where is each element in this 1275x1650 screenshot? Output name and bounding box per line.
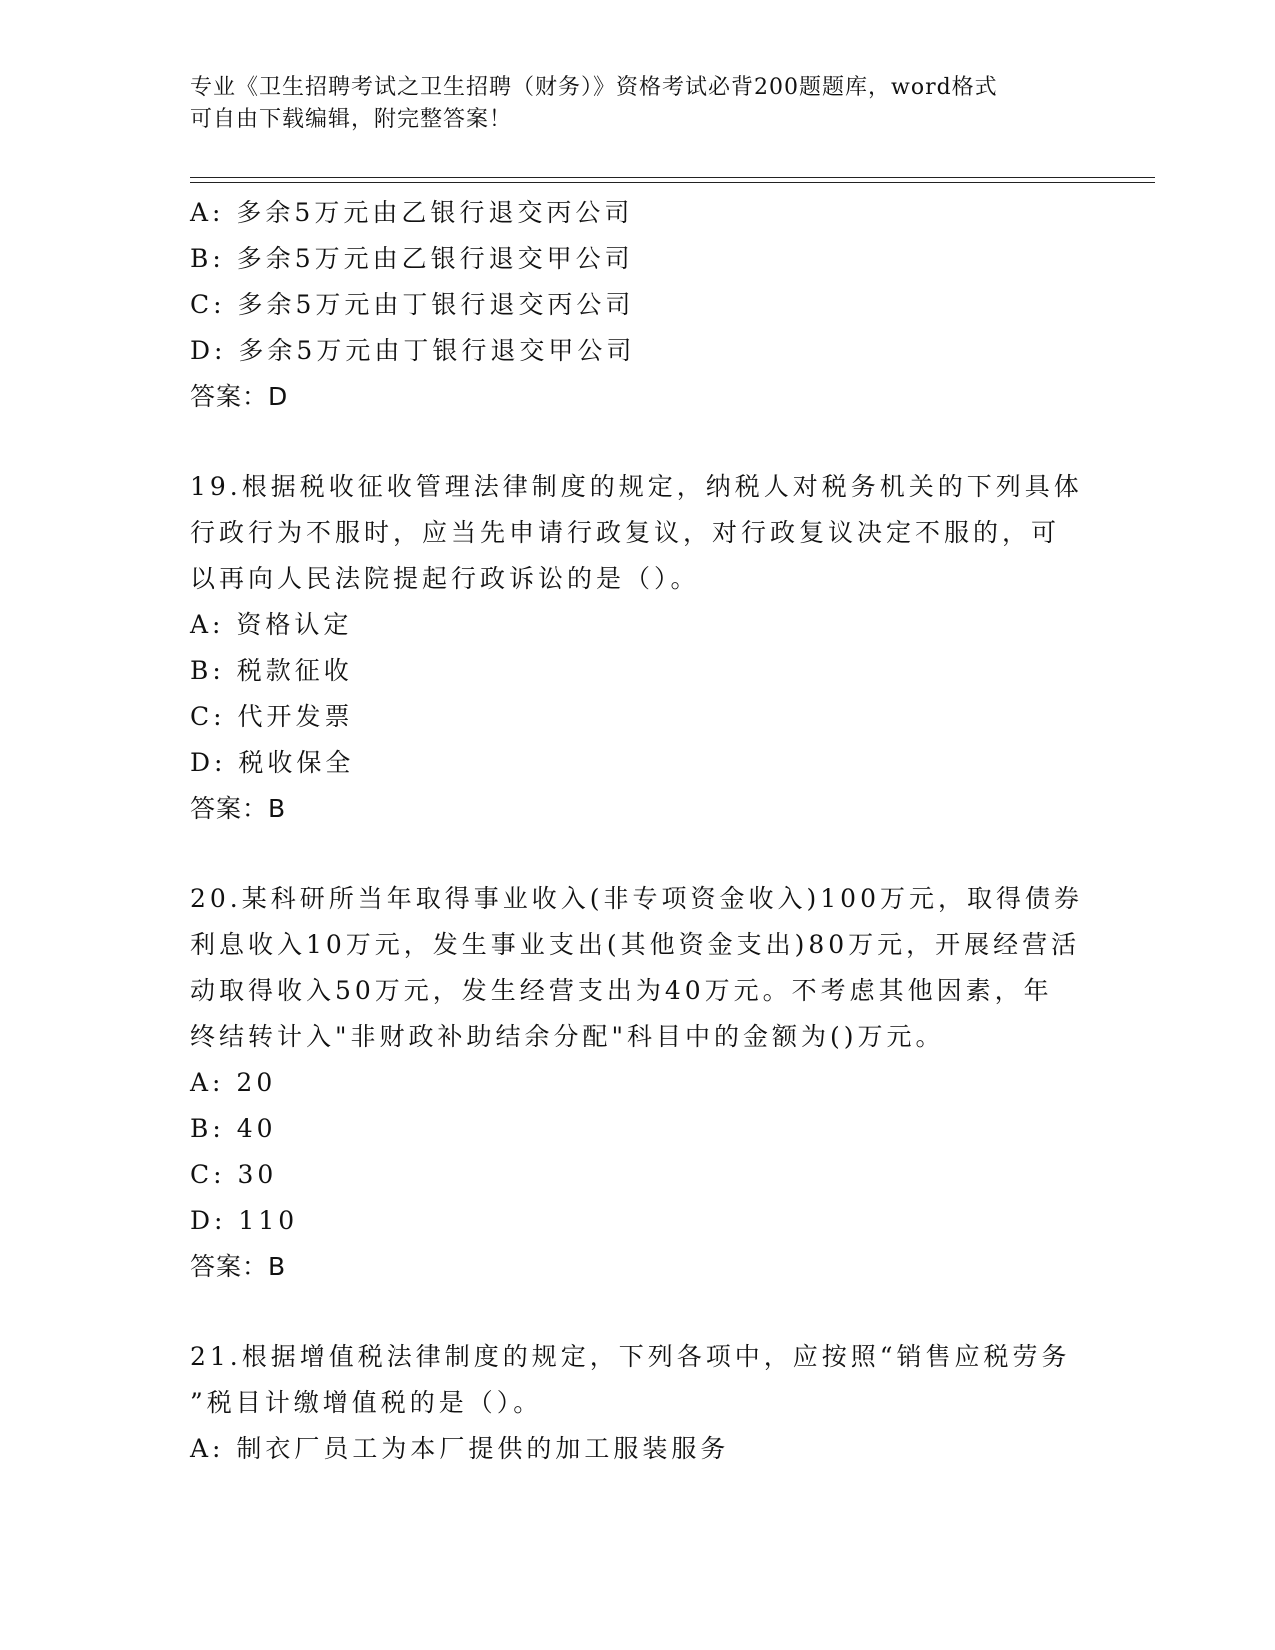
answer-line: 答案：D — [190, 382, 289, 411]
answer-line: 答案：B — [190, 1252, 287, 1281]
question-list — [190, 190, 1090, 1472]
header-divider-top — [190, 177, 1155, 178]
question-stem-line: 20.某科研所当年取得事业收入(非专项资金收入)100万元，取得债券 — [190, 884, 1083, 913]
answer-line: 答案：B — [190, 794, 287, 823]
header-line-2: 可自由下载编辑，附完整答案！ — [190, 107, 513, 132]
question-stem-line: 终结转计入"非财政补助结余分配"科目中的金额为()万元。 — [190, 1022, 945, 1051]
document-header — [190, 72, 1090, 136]
question-21 — [190, 1334, 1090, 1472]
option-b: B: 多余5万元由乙银行退交甲公司 — [190, 244, 634, 273]
option-b: B: 税款征收 — [190, 656, 353, 685]
question-stem-line: 以再向人民法院提起行政诉讼的是（）。 — [190, 564, 700, 593]
option-d: D: 110 — [190, 1206, 299, 1235]
question-stem-line: 动取得收入50万元，发生经营支出为40万元。不考虑其他因素，年 — [190, 976, 1053, 1005]
option-d: D: 多余5万元由丁银行退交甲公司 — [190, 336, 636, 365]
header-line-1: 专业《卫生招聘考试之卫生招聘（财务）》资格考试必背200题题库，word格式 — [190, 75, 998, 100]
question-stem-line: 21.根据增值税法律制度的规定，下列各项中，应按照“销售应税劳务 — [190, 1342, 1071, 1371]
question-18 — [190, 190, 1090, 420]
option-c: C: 30 — [190, 1160, 278, 1189]
option-d: D: 税收保全 — [190, 748, 355, 777]
question-stem-line: 行政行为不服时，应当先申请行政复议，对行政复议决定不服的，可 — [190, 518, 1061, 547]
option-a: A: 多余5万元由乙银行退交丙公司 — [190, 198, 634, 227]
option-c: C: 代开发票 — [190, 702, 354, 731]
question-stem-line: ”税目计缴增值税的是（）。 — [190, 1388, 543, 1417]
option-a: A: 20 — [190, 1068, 277, 1097]
option-a: A: 制衣厂员工为本厂提供的加工服装服务 — [190, 1434, 730, 1463]
question-20 — [190, 876, 1090, 1290]
question-stem-line: 19.根据税收征收管理法律制度的规定，纳税人对税务机关的下列具体 — [190, 472, 1083, 501]
header-divider-bottom — [190, 182, 1155, 183]
question-stem-line: 利息收入10万元，发生事业支出(其他资金支出)80万元，开展经营活 — [190, 930, 1081, 959]
option-a: A: 资格认定 — [190, 610, 353, 639]
option-b: B: 40 — [190, 1114, 277, 1143]
option-c: C: 多余5万元由丁银行退交丙公司 — [190, 290, 635, 319]
question-19 — [190, 464, 1090, 832]
